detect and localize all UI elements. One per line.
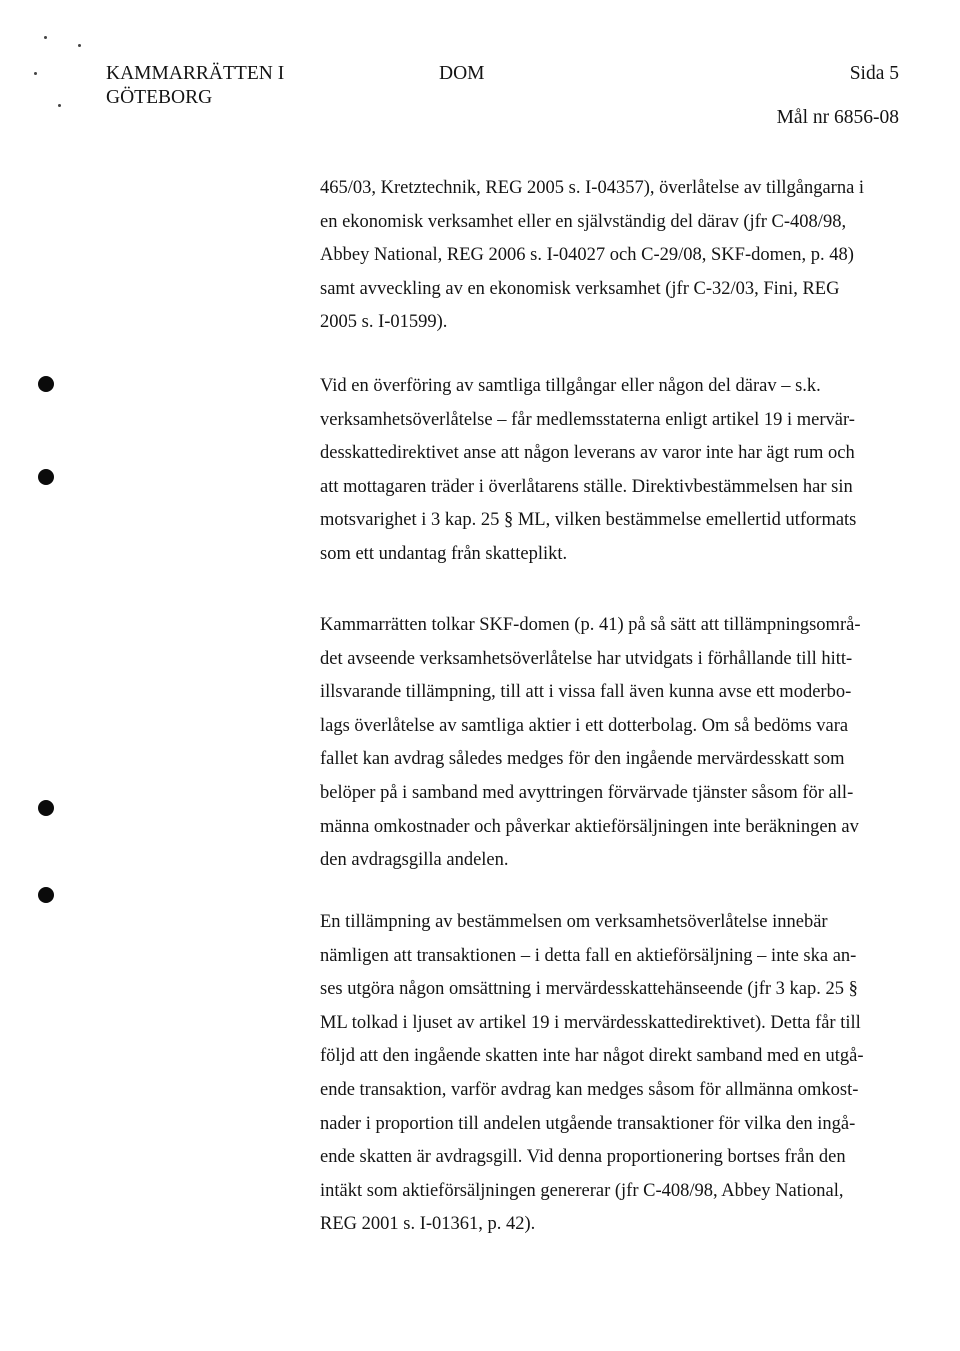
text-line: följd att den ingående skatten inte har något direkt samband med en utgå-	[320, 1046, 864, 1067]
text-line: ML tolkad i ljuset av artikel 19 i mervärdesskattedirektivet). Detta får till	[320, 1012, 861, 1033]
text-line: illsvarande tillämpning, till att i vissa fall även kunna avse ett moderbo-	[320, 682, 852, 703]
paragraph	[320, 906, 864, 1242]
case-number: Mål nr 6856-08	[776, 107, 899, 128]
scan-speck	[44, 36, 47, 39]
text-line: Kammarrätten tolkar SKF-domen (p. 41) på så sätt att tillämpningsområ-	[320, 615, 861, 635]
punch-hole-icon	[38, 800, 54, 816]
text-line: Vid en överföring av samtliga tillgångar eller någon del därav – s.k.	[320, 376, 821, 396]
text-line: samt avveckling av en ekonomisk verksamhet (jfr C-32/03, Fini, REG	[320, 278, 840, 299]
text-line: ses utgöra någon omsättning i mervärdesskattehänseende (jfr 3 kap. 25 §	[320, 979, 858, 1000]
text-line: nader i proportion till andelen utgående transaktioner för vilka den ingå-	[320, 1113, 856, 1134]
text-line: fallet kan avdrag således medges för den ingående mervärdesskatt som	[320, 749, 845, 770]
text-line: den avdragsgilla andelen.	[320, 850, 509, 871]
scan-speck	[34, 72, 37, 75]
text-line: som ett undantag från skatteplikt.	[320, 543, 568, 564]
court-name	[106, 62, 284, 110]
text-line: att mottagaren träder i överlåtarens ställe. Direktivbestämmelsen har sin	[320, 476, 853, 497]
text-line: REG 2001 s. I-01361, p. 42).	[320, 1214, 536, 1235]
text-line: En tillämpning av bestämmelsen om verksamhetsöverlåtelse innebär	[320, 912, 828, 932]
text-line: belöper på i samband med avyttringen förvärvade tjänster såsom för all-	[320, 782, 854, 803]
court-name-line: GÖTEBORG	[106, 87, 213, 108]
text-line: Abbey National, REG 2006 s. I-04027 och C-29/08, SKF-domen, p. 48)	[320, 245, 854, 266]
text-line: 2005 s. I-01599).	[320, 312, 448, 333]
scan-speck	[78, 44, 81, 47]
text-line: desskattedirektivet anse att någon leverans av varor inte har ägt rum och	[320, 443, 855, 464]
punch-hole-icon	[38, 376, 54, 392]
page-number: Sida 5	[849, 63, 899, 84]
text-line: ende skatten är avdragsgill. Vid denna proportionering bortses från den	[320, 1147, 846, 1168]
court-name-line: KAMMARRÄTTEN I	[106, 63, 285, 84]
document-type: DOM	[439, 63, 485, 84]
text-line: 465/03, Kretztechnik, REG 2005 s. I-04357), överlåtelse av tillgångarna i	[320, 178, 865, 198]
paragraph	[320, 370, 856, 572]
text-line: männa omkostnader och påverkar aktieförsäljningen inte beräkningen av	[320, 816, 859, 837]
text-line: intäkt som aktieförsäljningen genererar (jfr C-408/98, Abbey National,	[320, 1180, 844, 1201]
punch-hole-icon	[38, 469, 54, 485]
paragraph	[320, 609, 860, 878]
text-line: ende transaktion, varför avdrag kan medges såsom för allmänna omkost-	[320, 1079, 859, 1100]
text-line: en ekonomisk verksamhet eller en självständig del därav (jfr C-408/98,	[320, 211, 847, 232]
text-line: verksamhetsöverlåtelse – får medlemsstaterna enligt artikel 19 i mervär-	[320, 409, 855, 430]
scan-speck	[58, 104, 61, 107]
text-line: nämligen att transaktionen – i detta fall en aktieförsäljning – inte ska an-	[320, 945, 857, 966]
text-line: motsvarighet i 3 kap. 25 § ML, vilken bestämmelse emellertid utformats	[320, 510, 857, 531]
paragraph	[320, 172, 864, 340]
punch-hole-icon	[38, 887, 54, 903]
text-line: det avseende verksamhetsöverlåtelse har utvidgats i förhållande till hitt-	[320, 648, 853, 669]
text-line: lags överlåtelse av samtliga aktier i ett dotterbolag. Om så bedöms vara	[320, 715, 849, 736]
